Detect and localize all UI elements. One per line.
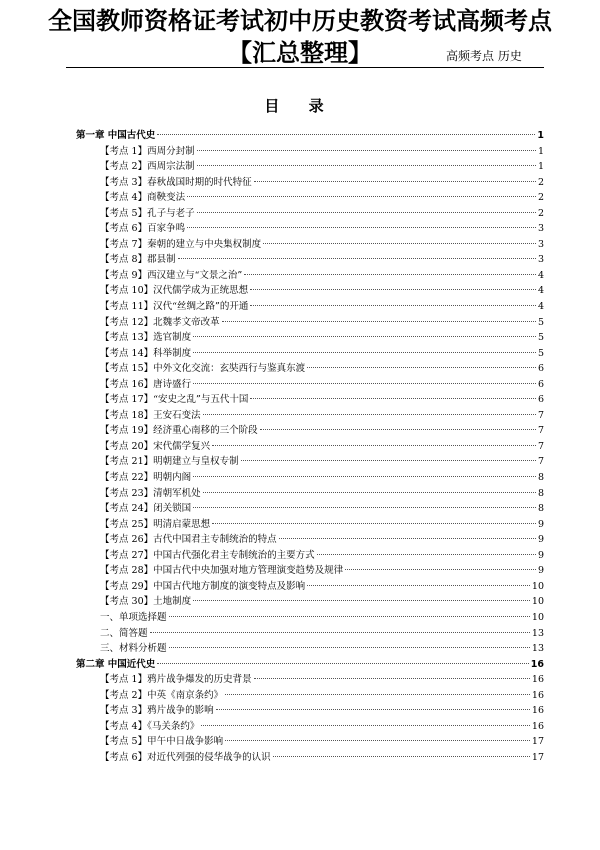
dot-leader bbox=[244, 274, 536, 275]
dot-leader bbox=[222, 321, 536, 322]
toc-section[interactable] bbox=[76, 610, 544, 626]
toc-entry-label: 【考点 4】商鞅变法 bbox=[100, 192, 186, 204]
toc-section[interactable] bbox=[76, 626, 544, 642]
toc-entry[interactable] bbox=[76, 175, 544, 191]
toc-entry-label: 【考点 12】北魏孝文帝改革 bbox=[100, 316, 220, 328]
toc-entry-label: 【考点 5】甲午中日战争影响 bbox=[100, 736, 224, 748]
dot-leader bbox=[260, 429, 536, 430]
document-subtitle: 【汇总整理】 bbox=[228, 39, 372, 67]
toc-entry-label: 第一章 中国古代史 bbox=[76, 130, 156, 141]
toc-entry-label: 【考点 15】中外文化交流：玄奘西行与鉴真东渡 bbox=[100, 363, 306, 375]
toc-page-number: 3 bbox=[537, 223, 544, 235]
toc-entry[interactable] bbox=[76, 703, 544, 719]
toc-entry-label: 【考点 25】明清启蒙思想 bbox=[100, 518, 211, 530]
dot-leader bbox=[250, 305, 536, 306]
toc-entry[interactable] bbox=[76, 299, 544, 315]
toc-page-number: 13 bbox=[531, 627, 544, 639]
toc-entry[interactable] bbox=[76, 221, 544, 237]
toc-entry-label: 【考点 1】西周分封制 bbox=[100, 145, 195, 157]
toc-page-number: 3 bbox=[537, 238, 544, 250]
dot-leader bbox=[157, 663, 528, 664]
toc-page-number: 8 bbox=[537, 503, 544, 515]
toc-page-number: 2 bbox=[537, 207, 544, 219]
toc-page-number: 9 bbox=[537, 549, 544, 561]
toc-page-number: 4 bbox=[537, 301, 544, 313]
toc-entry-label: 【考点 29】中国古代地方制度的演变特点及影响 bbox=[100, 580, 306, 592]
dot-leader bbox=[317, 554, 536, 555]
dot-leader bbox=[307, 585, 530, 586]
toc-page-number: 16 bbox=[531, 689, 544, 701]
toc-entry[interactable] bbox=[76, 486, 544, 502]
toc-entry[interactable] bbox=[76, 719, 544, 735]
toc-title: 目 录 bbox=[264, 97, 336, 115]
toc-entry[interactable] bbox=[76, 672, 544, 688]
toc-entry-label: 【考点 22】明朝内阁 bbox=[100, 472, 192, 484]
dot-leader bbox=[187, 227, 536, 228]
toc-entry[interactable] bbox=[76, 579, 544, 595]
dot-leader bbox=[150, 632, 530, 633]
toc-entry[interactable] bbox=[76, 408, 544, 424]
dot-leader bbox=[241, 460, 536, 461]
toc-chapter[interactable] bbox=[76, 657, 544, 673]
toc-entry-label: 【考点 11】汉代“丝绸之路”的开通 bbox=[100, 301, 249, 313]
dot-leader bbox=[197, 150, 536, 151]
toc-entry[interactable] bbox=[76, 548, 544, 564]
dot-leader bbox=[169, 616, 530, 617]
toc-entry-label: 【考点 13】选官制度 bbox=[100, 332, 192, 344]
toc-entry-label: 【考点 14】科举制度 bbox=[100, 347, 192, 359]
toc-entry[interactable] bbox=[76, 734, 544, 750]
toc-entry-label: 【考点 26】古代中国君主专制统治的特点 bbox=[100, 534, 277, 546]
toc-entry-label: 【考点 5】孔子与老子 bbox=[100, 207, 195, 219]
toc-entry-label: 【考点 16】唐诗盛行 bbox=[100, 378, 192, 390]
toc-entry[interactable] bbox=[76, 283, 544, 299]
toc-page-number: 5 bbox=[537, 316, 544, 328]
dot-leader bbox=[187, 196, 536, 197]
toc-page-number: 6 bbox=[537, 378, 544, 390]
toc-entry-label: 【考点 3】鸦片战争的影响 bbox=[100, 705, 214, 717]
toc-entry[interactable] bbox=[76, 439, 544, 455]
toc-entry-label: 【考点 8】郡县制 bbox=[100, 254, 176, 266]
toc-entry-label: 【考点 19】经济重心南移的三个阶段 bbox=[100, 425, 258, 437]
toc-entry[interactable] bbox=[76, 330, 544, 346]
toc-page-number: 4 bbox=[537, 285, 544, 297]
toc-entry[interactable] bbox=[76, 563, 544, 579]
toc-entry-label: 【考点 20】宋代儒学复兴 bbox=[100, 440, 211, 452]
header-tag: 高频考点 历史 bbox=[446, 49, 522, 63]
dot-leader bbox=[203, 492, 536, 493]
toc-entry[interactable] bbox=[76, 517, 544, 533]
toc-page-number: 7 bbox=[537, 456, 544, 468]
toc-entry-label: 【考点 6】对近代列强的侵华战争的认识 bbox=[100, 751, 271, 763]
toc-page-number: 13 bbox=[531, 643, 544, 655]
dot-leader bbox=[169, 647, 530, 648]
toc-entry[interactable] bbox=[76, 750, 544, 766]
table-of-contents bbox=[76, 128, 544, 765]
dot-leader bbox=[197, 165, 536, 166]
toc-entry[interactable] bbox=[76, 159, 544, 175]
toc-page-number: 10 bbox=[531, 611, 544, 623]
toc-entry-label: 【考点 21】明朝建立与皇权专制 bbox=[100, 456, 239, 468]
dot-leader bbox=[273, 756, 530, 757]
dot-leader bbox=[203, 414, 536, 415]
toc-entry-label: 【考点 27】中国古代强化君主专制统治的主要方式 bbox=[100, 549, 315, 561]
dot-leader bbox=[216, 709, 530, 710]
toc-entry[interactable] bbox=[76, 315, 544, 331]
toc-entry[interactable] bbox=[76, 454, 544, 470]
dot-leader bbox=[250, 289, 536, 290]
toc-page-number: 7 bbox=[537, 425, 544, 437]
dot-leader bbox=[201, 725, 530, 726]
toc-entry-label: 【考点 18】王安石变法 bbox=[100, 409, 201, 421]
dot-leader bbox=[225, 694, 530, 695]
toc-page-number: 16 bbox=[531, 720, 544, 732]
dot-leader bbox=[250, 398, 536, 399]
dot-leader bbox=[197, 212, 536, 213]
toc-page-number: 17 bbox=[531, 736, 544, 748]
toc-chapter[interactable] bbox=[76, 128, 544, 144]
toc-entry[interactable] bbox=[76, 144, 544, 160]
dot-leader bbox=[193, 507, 536, 508]
toc-entry[interactable] bbox=[76, 346, 544, 362]
document-title: 全国教师资格证考试初中历史教资考试高频考点 bbox=[48, 7, 552, 35]
toc-page-number: 5 bbox=[537, 347, 544, 359]
dot-leader bbox=[157, 134, 535, 135]
toc-entry-label: 【考点 1】鸦片战争爆发的历史背景 bbox=[100, 674, 252, 686]
dot-leader bbox=[263, 243, 536, 244]
toc-entry-label: 一、单项选择题 bbox=[100, 611, 167, 623]
toc-entry[interactable] bbox=[76, 206, 544, 222]
toc-entry-label: 【考点 23】清朝军机处 bbox=[100, 487, 201, 499]
dot-leader bbox=[212, 445, 536, 446]
dot-leader bbox=[193, 352, 536, 353]
toc-page-number: 1 bbox=[537, 130, 544, 141]
toc-page-number: 10 bbox=[531, 596, 544, 608]
dot-leader bbox=[212, 523, 536, 524]
toc-page-number: 6 bbox=[537, 363, 544, 375]
toc-entry[interactable] bbox=[76, 594, 544, 610]
dot-leader bbox=[254, 181, 536, 182]
toc-page-number: 3 bbox=[537, 254, 544, 266]
dot-leader bbox=[178, 258, 536, 259]
toc-section[interactable] bbox=[76, 641, 544, 657]
toc-entry[interactable] bbox=[76, 190, 544, 206]
toc-page-number: 9 bbox=[537, 518, 544, 530]
toc-entry-label: 【考点 28】中国古代中央加强对地方管理演变趋势及规律 bbox=[100, 565, 344, 577]
toc-page-number: 1 bbox=[537, 161, 544, 173]
toc-entry-label: 【考点 24】闭关锁国 bbox=[100, 503, 192, 515]
dot-leader bbox=[307, 367, 536, 368]
toc-page-number: 7 bbox=[537, 409, 544, 421]
toc-entry-label: 第二章 中国近代史 bbox=[76, 658, 156, 670]
toc-entry-label: 【考点 17】“安史之乱”与五代十国 bbox=[100, 394, 249, 406]
header-rule bbox=[66, 67, 544, 68]
toc-entry-label: 【考点 3】春秋战国时期的时代特征 bbox=[100, 176, 252, 188]
toc-page-number: 4 bbox=[537, 269, 544, 281]
toc-page-number: 8 bbox=[537, 472, 544, 484]
toc-entry-label: 【考点 30】土地制度 bbox=[100, 596, 192, 608]
toc-entry-label: 【考点 7】秦朝的建立与中央集权制度 bbox=[100, 238, 262, 250]
dot-leader bbox=[279, 538, 536, 539]
toc-entry-label: 【考点 10】汉代儒学成为正统思想 bbox=[100, 285, 249, 297]
toc-entry[interactable] bbox=[76, 392, 544, 408]
toc-entry[interactable] bbox=[76, 252, 544, 268]
toc-page-number: 6 bbox=[537, 394, 544, 406]
toc-entry[interactable] bbox=[76, 532, 544, 548]
toc-entry[interactable] bbox=[76, 688, 544, 704]
toc-entry-label: 【考点 6】百家争鸣 bbox=[100, 223, 186, 235]
dot-leader bbox=[193, 336, 536, 337]
toc-page-number: 16 bbox=[531, 705, 544, 717]
toc-page-number: 1 bbox=[537, 145, 544, 157]
toc-page-number: 8 bbox=[537, 487, 544, 499]
dot-leader bbox=[225, 740, 530, 741]
toc-page-number: 2 bbox=[537, 192, 544, 204]
toc-entry-label: 【考点 2】西周宗法制 bbox=[100, 161, 195, 173]
toc-page-number: 5 bbox=[537, 332, 544, 344]
toc-entry-label: 【考点 9】西汉建立与“文景之治” bbox=[100, 269, 243, 281]
dot-leader bbox=[193, 383, 536, 384]
dot-leader bbox=[345, 569, 536, 570]
toc-entry[interactable] bbox=[76, 361, 544, 377]
toc-page-number: 10 bbox=[531, 580, 544, 592]
toc-entry[interactable] bbox=[76, 268, 544, 284]
toc-entry[interactable] bbox=[76, 501, 544, 517]
toc-page-number: 9 bbox=[537, 534, 544, 546]
toc-page-number: 17 bbox=[531, 751, 544, 763]
toc-entry[interactable] bbox=[76, 470, 544, 486]
toc-page-number: 16 bbox=[530, 658, 544, 670]
toc-entry-label: 三、材料分析题 bbox=[100, 643, 167, 655]
toc-entry[interactable] bbox=[76, 237, 544, 253]
toc-entry-label: 【考点 4】《马关条约》 bbox=[100, 720, 200, 732]
toc-page-number: 9 bbox=[537, 565, 544, 577]
toc-page-number: 7 bbox=[537, 440, 544, 452]
toc-entry[interactable] bbox=[76, 423, 544, 439]
toc-page-number: 2 bbox=[537, 176, 544, 188]
toc-entry-label: 【考点 2】中英《南京条约》 bbox=[100, 689, 224, 701]
dot-leader bbox=[193, 600, 530, 601]
toc-entry-label: 二、简答题 bbox=[100, 627, 148, 639]
dot-leader bbox=[193, 476, 536, 477]
toc-entry[interactable] bbox=[76, 377, 544, 393]
dot-leader bbox=[254, 678, 530, 679]
toc-page-number: 16 bbox=[531, 674, 544, 686]
